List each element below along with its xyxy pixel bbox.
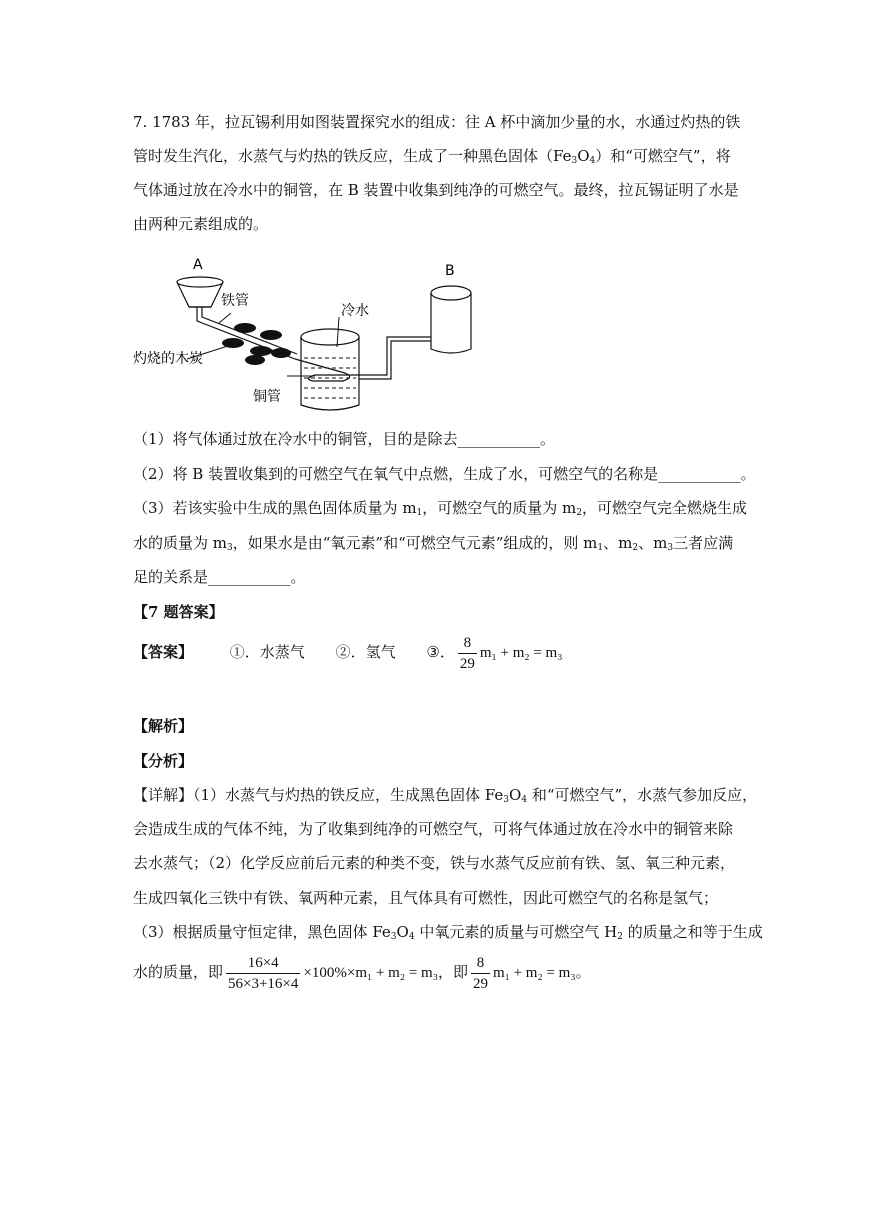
subscript: 4 [408,932,415,942]
subscript: 3 [390,932,397,942]
label-a: A [193,257,203,273]
charcoal-piece [234,323,256,333]
answer-3-fraction [458,633,477,674]
question-line-3: 气体通过放在冷水中的铜管，在 B 装置中收集到纯净的可燃空气。最终，拉瓦锡证明了水是 [133,181,739,199]
fraction-numerator: 8 [471,953,490,974]
label-charcoal: 灼烧的木炭 [133,351,203,367]
subscript: 1 [597,543,604,553]
text-fragment: 的质量之和等于生成 [622,923,763,941]
beaker-body [301,337,359,410]
charcoal-piece [250,346,272,356]
cylinder-b-top [431,286,471,300]
cup-a-rim [177,277,223,287]
text-fragment: （3）若该实验中生成的黑色固体质量为 m [133,499,417,517]
text-fragment: 水的质量，即 [133,963,224,981]
sub-question-3-line-2 [133,533,733,558]
detail-fraction-1 [226,953,300,994]
detail-line-1 [133,785,757,810]
fraction-denominator: 56×3+16×4 [228,975,299,992]
sub-question-2: （2）将 B 装置收集到的可燃空气在氧气中点燃，生成了水，可燃空气的名称是___________。 [133,465,756,483]
answer-1: ①．水蒸气 [229,643,305,661]
question-line-4: 由两种元素组成的。 [133,215,269,233]
text-fragment: ，可燃空气的质量为 m [422,499,577,517]
label-cold-water: 冷水 [341,303,369,319]
subscript: 4 [589,156,596,166]
text-fragment: 。 [575,963,591,981]
subscript: 2 [632,543,639,553]
text-fragment: ，如果水是由“氧元素”和“可燃空气元素”组成的，则 m [232,534,598,552]
answer-row [133,632,562,672]
text-fragment: O [396,923,409,941]
answer-3-expression: m₁ + m₂ = m₃ [479,645,563,661]
cylinder-b-body [431,293,471,353]
answer-3-prefix: ③． [426,643,455,661]
text-fragment: 中氧元素的质量与可燃空气 H [414,923,618,941]
text-fragment: ）和“可燃空气”，将 [595,147,731,165]
charcoal-piece [260,330,282,340]
beaker-rim [301,329,359,345]
subscript: 1 [416,508,423,518]
label-b: B [445,263,455,279]
fraction-denominator: 29 [459,655,475,672]
subscript: 2 [576,508,583,518]
question-line-1: 7. 1783 年，拉瓦锡利用如图装置探究水的组成：往 A 杯中滴加少量的水，水通过灼热的铁 [133,113,741,131]
subscript: 2 [617,932,623,942]
detail-fraction-2 [471,953,490,994]
apparatus-diagram [133,255,493,415]
text-fragment: 、m [638,534,668,552]
charcoal-piece [271,348,291,358]
text-fragment: （3）根据质量守恒定律，黑色固体 Fe [133,923,391,941]
fraction-denominator: 29 [472,975,488,992]
subscript: 3 [667,543,674,553]
answer-label: 【答案】 [133,643,194,661]
sub-question-3-line-3: 足的关系是___________。 [133,568,306,586]
subscript: 4 [521,795,528,805]
answer-heading: 【7 题答案】 [133,603,224,621]
answer-2: ②．氢气 [335,643,396,661]
analysis-heading: 【解析】 [133,717,194,735]
question-line-2 [133,146,731,171]
text-fragment: ，即 [437,963,468,981]
text-fragment: O [509,786,522,804]
detail-line-4: 生成四氧化三铁中有铁、氧两种元素，且气体具有可燃性，因此可燃空气的名称是氢气； [133,889,719,907]
subscript: 3 [503,795,510,805]
text-fragment: 水的质量为 m [133,534,227,552]
text-fragment: 、m [603,534,633,552]
label-iron-pipe: 铁管 [221,293,249,309]
subscript: 3 [227,543,233,553]
detail-expression-1: ×100%×m₁ + m₂ = m₃ [303,965,438,981]
text-fragment: 【详解】（1）水蒸气与灼热的铁反应，生成黑色固体 Fe [133,786,504,804]
label-copper-pipe: 铜管 [253,389,281,405]
text-fragment: O [577,147,590,165]
text-fragment: 管时发生汽化，水蒸气与灼热的铁反应，生成了一种黑色固体（Fe [133,147,572,165]
text-fragment: ，可燃空气完全燃烧生成 [582,499,748,517]
subscript: 3 [571,156,578,166]
connecting-tube [359,337,431,375]
text-fragment: 三者应满 [673,534,734,552]
charcoal-piece [245,355,265,365]
detail-line-3: 去水蒸气；（2）化学反应前后元素的种类不变，铁与水蒸气反应前有铁、氢、氧三种元素， [133,854,736,872]
text-fragment: 和“可燃空气”，水蒸气参加反应， [527,786,758,804]
sub-question-3-line-1 [133,498,747,523]
detail-line-5 [133,922,763,947]
detail-line-6 [133,950,591,994]
analysis-subheading: 【分析】 [133,752,194,770]
fraction-numerator: 16×4 [226,953,300,974]
sub-question-1: （1）将气体通过放在冷水中的铜管，目的是除去___________。 [133,430,556,448]
detail-line-2: 会造成生成的气体不纯，为了收集到纯净的可燃空气，可将气体通过放在冷水中的铜管来除 [133,820,734,838]
detail-expression-2: m₁ + m₂ = m₃ [492,965,576,981]
fraction-numerator: 8 [458,633,477,654]
